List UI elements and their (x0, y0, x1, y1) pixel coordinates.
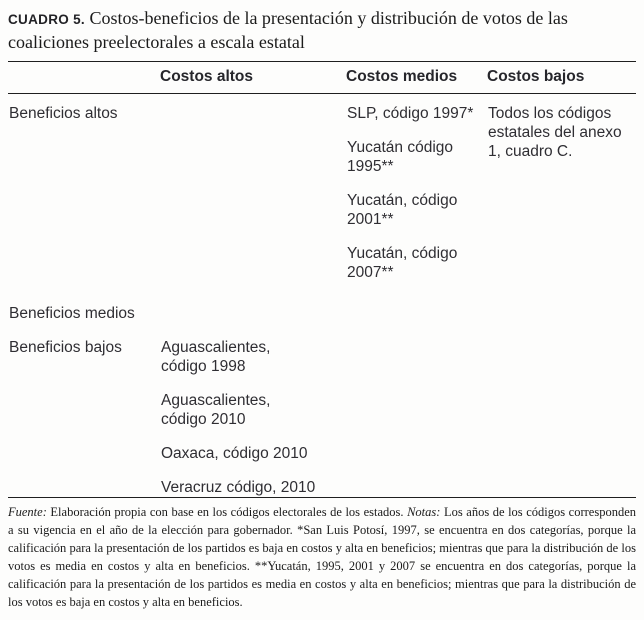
header-row (8, 62, 636, 94)
cell-entry: SLP, código 1997* (347, 105, 474, 122)
cell-costos-altos (160, 294, 346, 328)
cell-entry: Aguascalientes, código 2010 (161, 392, 271, 428)
fuente-text: Elaboración propia con base en los códigos electorales de los estados. (46, 505, 408, 519)
table-title-text: Costos-beneficios de la presentación y distribución de votos de las coaliciones preelectorales a escala estatal (8, 8, 568, 52)
row-label: Beneficios medios (9, 305, 135, 322)
cell-costos-bajos (487, 294, 636, 328)
cell-costos-bajos (487, 94, 636, 295)
cell-entry: Todos los códigos estatales del anexo 1, cuadro C. (488, 105, 622, 160)
table-number-label: CUADRO 5. (8, 12, 85, 27)
cell-costos-altos (160, 94, 346, 295)
cell-entry: Aguascalientes, código 1998 (161, 339, 271, 375)
cell-costos-medios (346, 294, 487, 328)
cell-costos-altos (160, 328, 346, 498)
cell-entry: Veracruz código, 2010 (161, 479, 316, 496)
cell-entry: Yucatán, código 2001** (347, 192, 458, 228)
notas-text: Los años de los códigos corresponden a su vigencia en el año de la elección para gobernador. *San Luis Potosí, 1997, se encuentra en dos categorías, porque la calificación para la presentación de los partidos es baja en costos y alta en beneficios; mientras que para la distribución de los votos es media en costos y alta en beneficios. **Yucatán, 1995, 2001 y 2007 se encuentra en dos categorías, porque la calificación para la presentación de los partidos es media en costos y alta en beneficios; mientras que para la distribución de los votos es baja en costos y alta en beneficios. (8, 505, 636, 609)
cell-entry: Oaxaca, código 2010 (161, 445, 308, 462)
table-title (8, 7, 636, 54)
col-header-costos-medios: Costos medios (346, 62, 487, 94)
row-label: Beneficios bajos (9, 339, 122, 356)
cell-costos-medios (346, 328, 487, 498)
table-row-beneficios-medios (8, 294, 636, 328)
fuente-label: Fuente: (8, 505, 47, 519)
col-header-costos-bajos: Costos bajos (487, 62, 636, 94)
cell-entry: Yucatán, código 2007** (347, 245, 458, 281)
col-header-empty (8, 62, 160, 94)
cost-benefit-matrix (8, 61, 636, 498)
cell-costos-bajos (487, 328, 636, 498)
table-row-beneficios-bajos (8, 328, 636, 498)
cell-costos-medios (346, 94, 487, 295)
table-row-beneficios-altos (8, 94, 636, 295)
cell-entry: Yucatán código 1995** (347, 139, 454, 175)
col-header-costos-altos: Costos altos (160, 62, 346, 94)
table-notes (8, 503, 636, 611)
row-label: Beneficios altos (9, 105, 118, 122)
notas-label: Notas: (407, 505, 441, 519)
